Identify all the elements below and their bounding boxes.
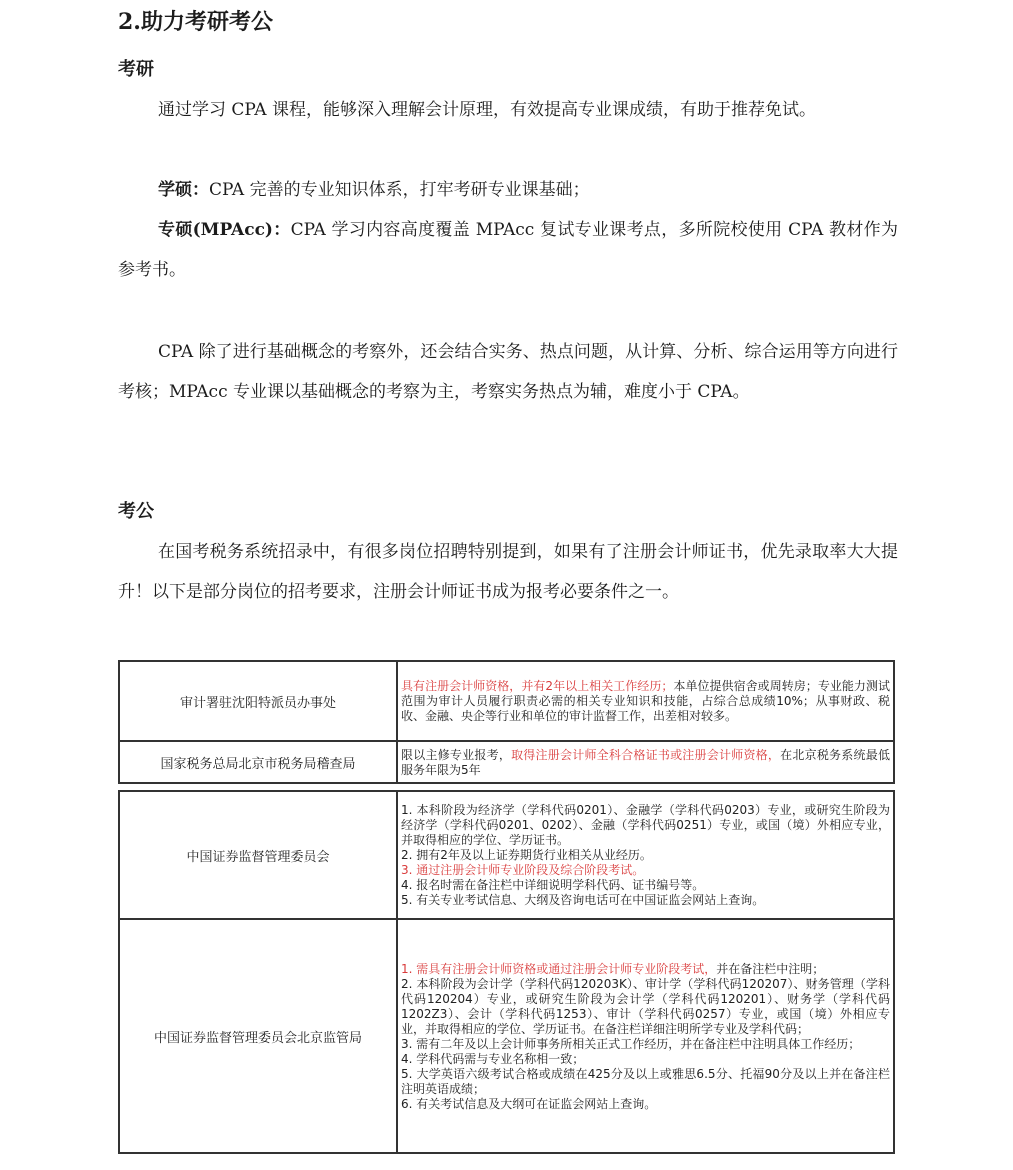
org-name: 中国证券监督管理委员会 [119,791,397,919]
highlighted-requirement: 具有注册会计师资格，并有2年以上相关工作经历； [401,679,674,693]
kaoyan-intro: 通过学习 CPA 课程，能够深入理解会计原理，有效提高专业课成绩，有助于推荐免试。 [158,100,816,120]
table-row [119,661,894,741]
requirements-table-2 [118,790,895,1154]
zhuanshuo-label: 专硕(MPAcc)： [158,220,291,240]
org-name: 国家税务总局北京市税务局稽查局 [119,741,397,783]
highlighted-requirement: 1. 需具有注册会计师资格或通过注册会计师专业阶段考试， [401,961,717,976]
kaogong-intro: 在国考税务系统招录中，有很多岗位招聘特别提到，如果有了注册会计师证书，优先录取率大大提升！以下是部分岗位的招考要求，注册会计师证书成为报考必要条件之一。 [118,542,898,602]
requirement-line: 3. 需有二年及以上会计师事务所相关正式工作经历，并在备注栏中注明具体工作经历； [401,1036,861,1051]
requirements-table-1 [118,660,895,784]
section-title: 2.助力考研考公 [118,9,273,35]
requirement-line: 4. 报名时需在备注栏中详细说明学科代码、证书编号等。 [401,878,705,892]
requirement-line: 1. 本科阶段为经济学（学科代码0201）、金融学（学科代码0203）专业，或研究生阶段为经济学（学科代码0201、0202）、金融（学科代码0251）专业，或国（境）外相应专业，并取得相应的学位、学历证书。 [401,803,890,847]
requirement-suffix: 在北京税务系统最低服务年限为5年 [401,747,890,777]
requirement-line: 2. 本科阶段为会计学（学科代码120203K）、审计学（学科代码120207）、财务管理（学科代码120204）专业，或研究生阶段为会计学（学科代码120201）、财务学（学科代码1202Z3）、会计（学科代码1253）、审计（学科代码0257）专业，或国（境）外相应专业，并取得相应的学位、学历证书。在备注栏详细注明所学专业及学科代码； [401,976,890,1036]
comparison-paragraph: CPA 除了进行基础概念的考察外，还会结合实务、热点问题，从计算、分析、综合运用等方向进行考核；MPAcc 专业课以基础概念的考察为主，考察实务热点为辅，难度小于 CPA。 [118,342,898,402]
highlighted-requirement: 3. 通过注册会计师专业阶段及综合阶段考试。 [401,863,645,877]
requirement-prefix: 限以主修专业报考， [401,747,512,762]
requirement-detail: 本单位提供宿舍或周转房；专业能力测试范围为审计人员履行职责必需的相关专业知识和技能，占综合总成绩10%；从事财政、税收、金融、央企等行业和单位的审计监督工作，出差相对较多。 [401,679,890,723]
requirement-text [397,919,894,1153]
requirement-line: 2. 拥有2年及以上证券期货行业相关从业经历。 [401,848,652,862]
org-name: 中国证券监督管理委员会北京监管局 [119,919,397,1153]
xueshuo-paragraph [118,170,898,210]
zhuanshuo-text: CPA 学习内容高度覆盖 MPAcc 复试专业课考点，多所院校使用 CPA 教材作为参考书。 [118,220,898,280]
xueshuo-label: 学硕： [158,180,209,200]
highlighted-requirement: 取得注册会计师全科合格证书或注册会计师资格， [511,747,781,762]
kaoyan-heading: 考研 [118,59,154,80]
requirement-text [397,661,894,741]
requirement-line: 5. 有关专业考试信息、大纲及咨询电话可在中国证监会网站上查询。 [401,893,765,907]
requirement-text [397,741,894,783]
requirement-line: 4. 学科代码需与专业名称相一致； [401,1051,585,1066]
requirement-line [401,962,890,977]
table-row [119,741,894,783]
kaogong-heading: 考公 [118,501,154,522]
zhuanshuo-paragraph [118,210,898,290]
xueshuo-text: CPA 完善的专业知识体系，打牢考研专业课基础； [209,180,590,200]
requirement-line: 6. 有关考试信息及大纲可在证监会网站上查询。 [401,1096,657,1111]
org-name: 审计署驻沈阳特派员办事处 [119,661,397,741]
table-row [119,791,894,919]
requirement-text [397,791,894,919]
table-row [119,919,894,1153]
requirement-line: 5. 大学英语六级考试合格或成绩在425分及以上或雅思6.5分、托福90分及以上并在备注栏注明英语成绩； [401,1066,890,1096]
requirement-detail: 并在备注栏中注明； [716,961,825,976]
